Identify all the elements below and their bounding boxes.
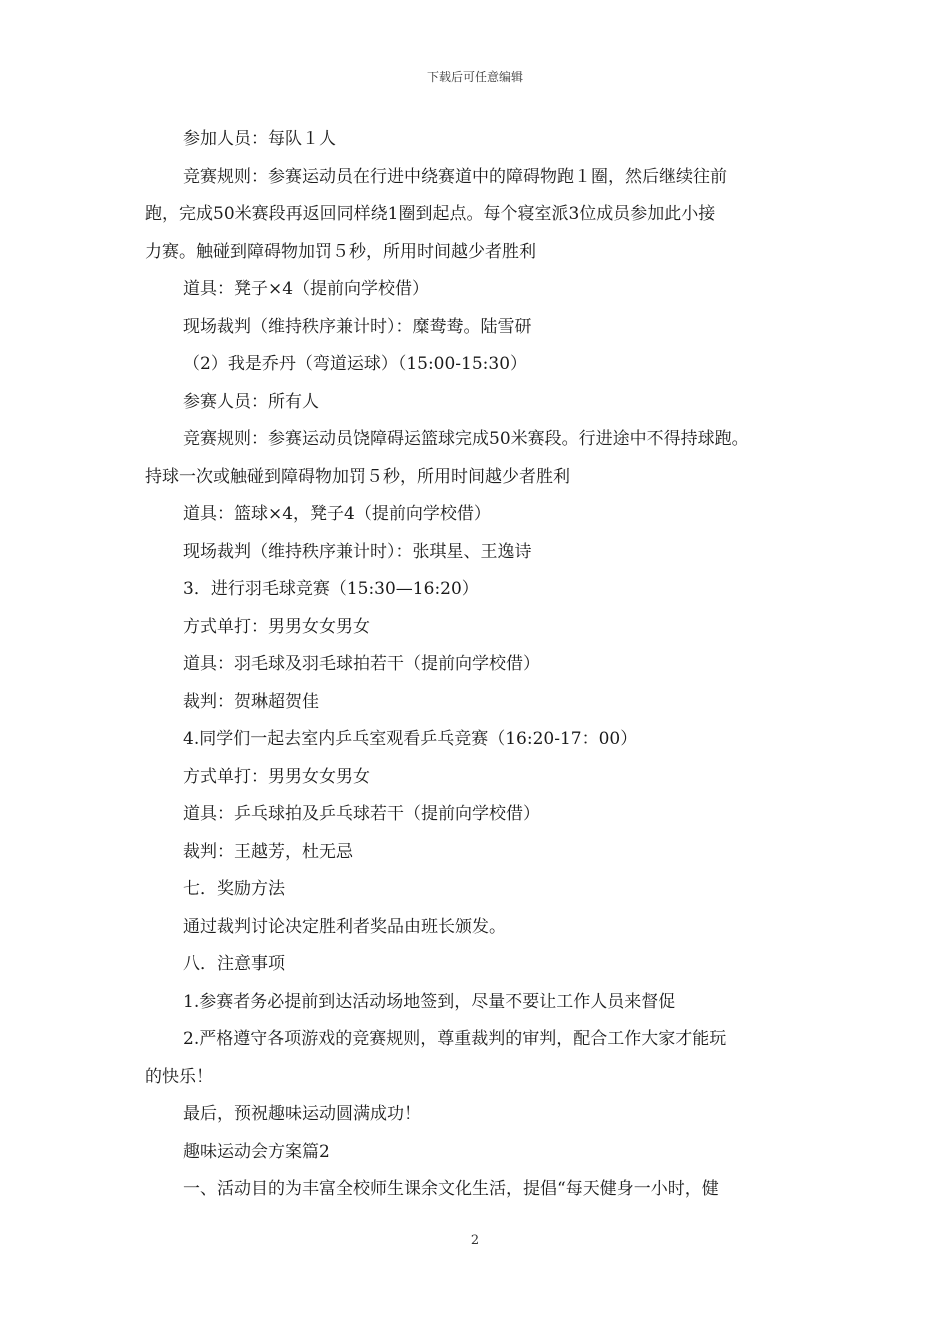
paragraph-line: 七．奖励方法 [183,879,285,899]
paragraph-line: 最后，预祝趣味运动圆满成功！ [183,1104,421,1124]
paragraph-line: 2.严格遵守各项游戏的竞赛规则，尊重裁判的审判，配合工作大家才能玩 [183,1029,727,1049]
paragraph-line: 持球一次或触碰到障碍物加罚５秒，所用时间越少者胜利 [145,466,570,487]
paragraph-line: 现场裁判（维持秩序兼计时）：糜鸯鸯。陆雪研 [183,316,532,337]
page-number: 2 [470,1233,480,1248]
paragraph-line: 4.同学们一起去室内乒乓室观看乒乓竞赛（16:20-17：00） [183,729,638,749]
document-body [145,121,817,1209]
paragraph-line: 力赛。触碰到障碍物加罚５秒，所用时间越少者胜利 [145,241,536,262]
paragraph-line: 方式单打：男男女女男女 [183,766,370,787]
paragraph-line: 道具：篮球×4，凳子4（提前向学校借） [183,504,491,524]
paragraph-line: 跑，完成50米赛段再返回同样绕1圈到起点。每个寝室派3位成员参加此小接 [145,204,716,224]
page-header: 下载后可任意编辑 [426,70,523,84]
paragraph-line: 1.参赛者务必提前到达活动场地签到，尽量不要让工作人员来督促 [183,991,676,1012]
paragraph-line: 现场裁判（维持秩序兼计时）：张琪星、王逸诗 [183,541,532,562]
paragraph-line: 参加人员：每队１人 [183,129,336,149]
paragraph-line: 的快乐！ [145,1066,213,1087]
paragraph-line: 道具：凳子×4（提前向学校借） [183,279,430,299]
paragraph-line: 裁判：贺琳超贺佳 [183,691,319,712]
paragraph-line: 道具：羽毛球及羽毛球拍若干（提前向学校借） [183,654,540,674]
paragraph-line: 参赛人员：所有人 [183,391,319,412]
paragraph-line: 八．注意事项 [183,954,285,974]
paragraph-line: 通过裁判讨论决定胜利者奖品由班长颁发。 [183,916,506,937]
paragraph-line: （2）我是乔丹（弯道运球）（15:00-15:30） [183,354,528,374]
paragraph-line: 竞赛规则：参赛运动员在行进中绕赛道中的障碍物跑１圈，然后继续往前 [183,166,727,187]
paragraph-line: 一、活动目的为丰富全校师生课余文化生活，提倡“每天健身一小时，健 [183,1179,719,1199]
paragraph-line: 方式单打：男男女女男女 [183,616,370,637]
paragraph-line: 竞赛规则：参赛运动员饶障碍运篮球完成50米赛段。行进途中不得持球跑。 [183,429,749,449]
paragraph-line: 3．进行羽毛球竞赛（15:30—16:20） [183,579,479,599]
paragraph-line: 道具：乒乓球拍及乒乓球若干（提前向学校借） [183,804,540,824]
paragraph-line: 趣味运动会方案篇2 [183,1141,330,1162]
paragraph-line: 裁判：王越芳，杜无忌 [183,841,353,862]
